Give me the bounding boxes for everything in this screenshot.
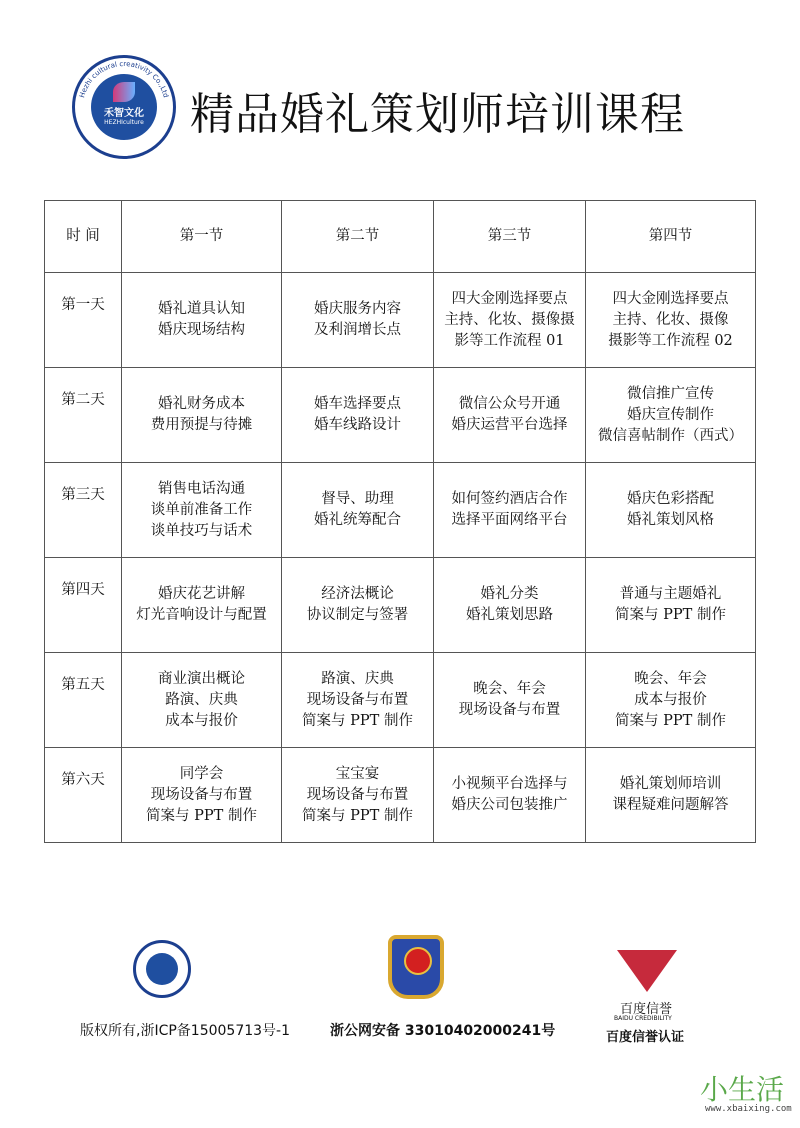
session-line: 婚庆宣传制作 [627, 406, 714, 423]
session-cell [586, 273, 756, 368]
session-line: 婚庆公司包装推广 [451, 797, 568, 813]
session-cell [434, 558, 586, 653]
day-cell: 第四天 [45, 558, 122, 653]
session-line: 微信推广宣传 [627, 385, 714, 402]
logo-ring-text: Hezhi cultural creativity Co.,Ltd [78, 59, 170, 99]
session-cell [434, 653, 586, 748]
session-line: 四大金刚选择要点 [612, 290, 729, 307]
session-line: 经济法概论 [321, 586, 394, 602]
company-badge [133, 940, 191, 998]
session-line: 晚会、年会 [473, 681, 546, 697]
session-line: 婚车选择要点 [314, 396, 401, 412]
baidu-logo-text: 百度信誉 [620, 1002, 673, 1017]
session-line: 成本与报价 [165, 712, 238, 729]
session-cell [434, 368, 586, 463]
column-header: 第四节 [586, 201, 756, 273]
session-line: 商业演出概论 [158, 670, 245, 687]
session-cell [282, 558, 434, 653]
session-line: 现场设备与布置 [150, 786, 253, 803]
session-line: 四大金刚选择要点 [451, 290, 568, 307]
session-cell [122, 463, 282, 558]
column-header: 第一节 [122, 201, 282, 273]
session-cell [122, 368, 282, 463]
session-line: 现场设备与布置 [306, 691, 409, 708]
copyright-text: 版权所有,浙ICP备15005713号-1 [80, 1023, 291, 1039]
session-line: 婚庆现场结构 [158, 322, 245, 338]
session-cell [586, 653, 756, 748]
logo-ring-text-wrapper [78, 60, 170, 99]
session-line: 谈单前准备工作 [150, 501, 253, 518]
session-line: 现场设备与布置 [458, 702, 561, 718]
session-line: 影等工作流程 01 [454, 332, 565, 349]
logo [72, 55, 176, 159]
session-line: 婚庆服务内容 [314, 301, 401, 317]
session-cell [282, 463, 434, 558]
session-line: 督导、助理 [321, 491, 394, 507]
session-cell [282, 653, 434, 748]
session-line: 婚庆花艺讲解 [158, 586, 245, 602]
day-cell: 第五天 [45, 653, 122, 748]
session-line: 选择平面网络平台 [451, 512, 568, 528]
session-line: 宝宝宴 [335, 765, 380, 782]
session-line: 费用预提与待摊 [150, 417, 253, 433]
session-line: 婚庆色彩搭配 [627, 491, 714, 507]
session-line: 协议制定与签署 [306, 607, 409, 623]
session-line: 同学会 [179, 765, 224, 782]
day-cell: 第一天 [45, 273, 122, 368]
police-record-link[interactable]: 浙公网安备 33010402000241号 [330, 1023, 556, 1039]
table-row [45, 653, 756, 748]
session-line: 普通与主题婚礼 [619, 586, 722, 602]
baidu-en-text: BAIDU CREDIBILITY [614, 1015, 672, 1022]
logo-cn: 禾智文化 [104, 108, 144, 119]
session-cell [282, 748, 434, 843]
header-row [45, 201, 756, 273]
session-cell [282, 273, 434, 368]
session-cell [434, 463, 586, 558]
session-line: 婚礼策划思路 [466, 607, 553, 623]
session-line: 微信喜帖制作（西式） [598, 427, 743, 444]
session-line: 婚庆运营平台选择 [451, 417, 568, 433]
session-line: 简案与 PPT 制作 [615, 712, 726, 729]
session-line: 及利润增长点 [314, 322, 401, 338]
session-line: 如何签约酒店合作 [451, 491, 568, 507]
session-line: 简案与 PPT 制作 [146, 807, 257, 824]
table-row [45, 463, 756, 558]
table-row [45, 273, 756, 368]
schedule-table [44, 200, 756, 843]
police-emblem-icon [388, 935, 444, 999]
baidu-v-icon [617, 950, 677, 992]
session-line: 课程疑难问题解答 [612, 797, 729, 813]
table-row [45, 558, 756, 653]
session-line: 路演、庆典 [321, 670, 394, 687]
session-line: 小视频平台选择与 [451, 776, 568, 792]
session-line: 婚礼策划师培训 [619, 776, 722, 792]
session-line: 路演、庆典 [165, 691, 238, 708]
watermark: 小生活 [700, 1073, 785, 1106]
logo-ring [75, 58, 173, 156]
session-line: 微信公众号开通 [458, 396, 561, 412]
watermark-url: www.xbaixing.com [705, 1104, 792, 1114]
session-cell [122, 748, 282, 843]
session-line: 婚礼策划风格 [627, 512, 714, 528]
session-line: 简案与 PPT 制作 [615, 607, 726, 623]
session-line: 简案与 PPT 制作 [302, 807, 413, 824]
session-cell [434, 273, 586, 368]
session-line: 成本与报价 [634, 691, 707, 708]
session-line: 现场设备与布置 [306, 786, 409, 803]
table-row [45, 748, 756, 843]
column-header: 第二节 [282, 201, 434, 273]
session-line: 婚礼分类 [480, 586, 539, 602]
day-cell: 第三天 [45, 463, 122, 558]
session-line: 摄影等工作流程 02 [608, 332, 733, 349]
logo-en: HEZHIculture [104, 119, 144, 126]
session-cell [282, 368, 434, 463]
session-line: 谈单技巧与话术 [150, 522, 253, 539]
session-line: 婚车线路设计 [314, 417, 401, 433]
session-line: 晚会、年会 [634, 670, 707, 687]
day-cell: 第六天 [45, 748, 122, 843]
session-line: 主持、化妆、摄像摄 [444, 311, 575, 328]
session-cell [434, 748, 586, 843]
baidu-credibility-link[interactable]: 百度信誉认证 [606, 1030, 685, 1045]
session-line: 简案与 PPT 制作 [302, 712, 413, 729]
session-line: 主持、化妆、摄像 [612, 311, 729, 328]
session-line: 婚礼统筹配合 [314, 512, 401, 528]
session-cell [586, 748, 756, 843]
session-cell [586, 558, 756, 653]
session-cell [122, 558, 282, 653]
session-cell [586, 368, 756, 463]
session-cell [586, 463, 756, 558]
session-line: 婚礼财务成本 [158, 396, 245, 412]
column-header: 时 间 [45, 201, 122, 273]
session-line: 婚礼道具认知 [158, 301, 245, 317]
table-row [45, 368, 756, 463]
column-header: 第三节 [434, 201, 586, 273]
session-cell [122, 273, 282, 368]
day-cell: 第二天 [45, 368, 122, 463]
session-line: 销售电话沟通 [158, 480, 245, 497]
session-cell [122, 653, 282, 748]
session-line: 灯光音响设计与配置 [136, 607, 267, 623]
page-title: 精品婚礼策划师培训课程 [190, 89, 685, 140]
